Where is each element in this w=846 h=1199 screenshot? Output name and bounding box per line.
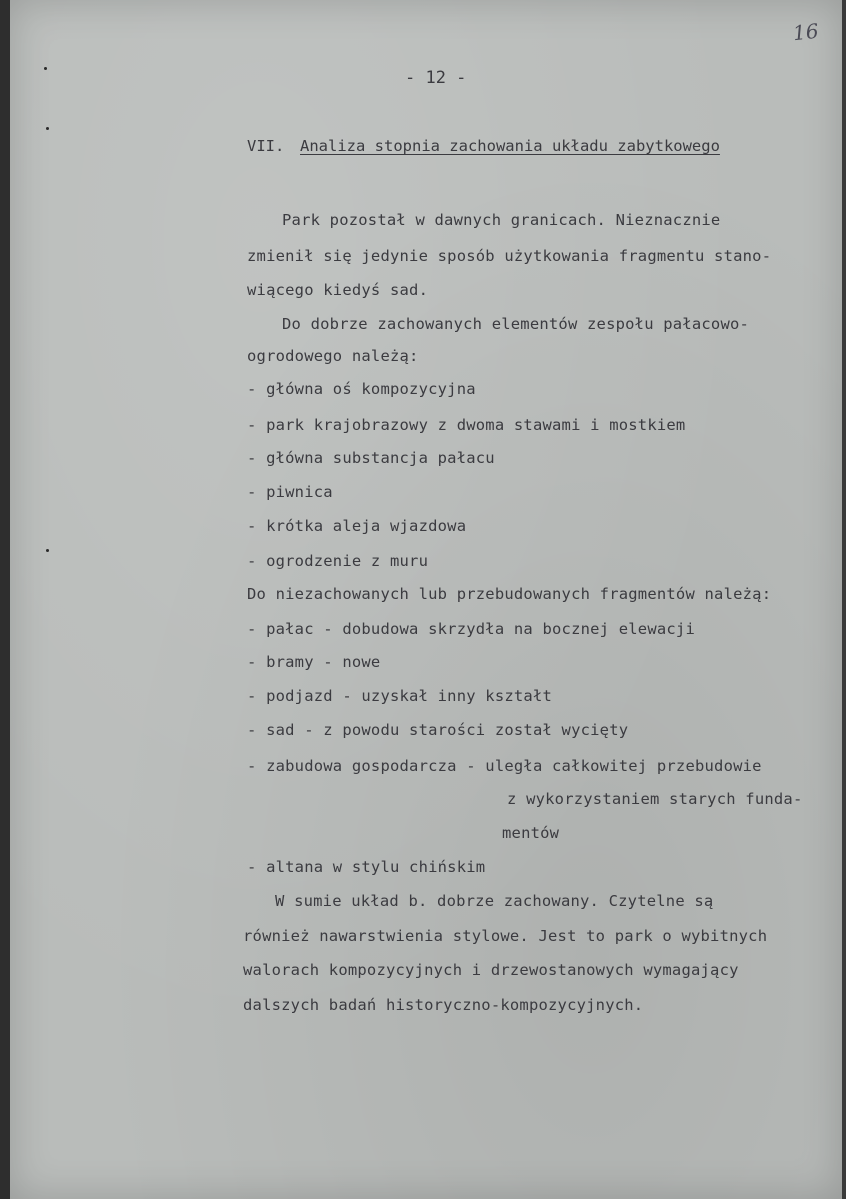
list-intro: Do niezachowanych lub przebudowanych fragmentów należą: [247, 585, 772, 603]
list-item: - zabudowa gospodarcza - uległa całkowitej przebudowie [247, 757, 762, 775]
scan-edge [0, 0, 10, 1199]
paper-speck [46, 549, 49, 552]
list-item-continuation: z wykorzystaniem starych funda- [507, 790, 803, 808]
list-item: - piwnica [247, 483, 333, 501]
paragraph-line: również nawarstwienia stylowe. Jest to park o wybitnych [243, 927, 768, 945]
list-item: - bramy - nowe [247, 653, 381, 671]
paper-speck [44, 67, 47, 70]
paragraph-line: Park pozostał w dawnych granicach. Nieznacznie [282, 211, 721, 229]
paragraph-line: zmienił się jedynie sposób użytkowania fragmentu stano- [247, 247, 772, 265]
list-item: - pałac - dobudowa skrzydła na bocznej elewacji [247, 620, 695, 638]
list-item: - altana w stylu chińskim [247, 858, 486, 876]
paragraph-line: Do dobrze zachowanych elementów zespołu pałacowo- [282, 315, 750, 333]
list-item: - park krajobrazowy z dwoma stawami i mostkiem [247, 416, 686, 434]
list-item: - główna oś kompozycyjna [247, 380, 476, 398]
list-item: - krótka aleja wjazdowa [247, 517, 467, 535]
paper-speck [46, 127, 49, 130]
paragraph-line: ogrodowego należą: [247, 347, 419, 365]
list-item: - ogrodzenie z muru [247, 552, 429, 570]
paragraph-line: dalszych badań historyczno-kompozycyjnych. [243, 996, 644, 1014]
list-item: - sad - z powodu starości został wycięty [247, 721, 629, 739]
handwritten-page-number: 16 [791, 18, 820, 46]
paragraph-line: walorach kompozycyjnych i drzewostanowych wymagający [243, 961, 739, 979]
section-title: Analiza stopnia zachowania układu zabytkowego [300, 137, 720, 155]
paragraph-line: W sumie układ b. dobrze zachowany. Czytelne są [275, 892, 714, 910]
list-item: - podjazd - uzyskał inny kształt [247, 687, 553, 705]
list-item: - główna substancja pałacu [247, 449, 495, 467]
page-number: - 12 - [405, 68, 467, 88]
list-item-continuation: mentów [502, 824, 560, 842]
section-number: VII. [247, 137, 285, 155]
paragraph-line: wiącego kiedyś sad. [247, 281, 429, 299]
